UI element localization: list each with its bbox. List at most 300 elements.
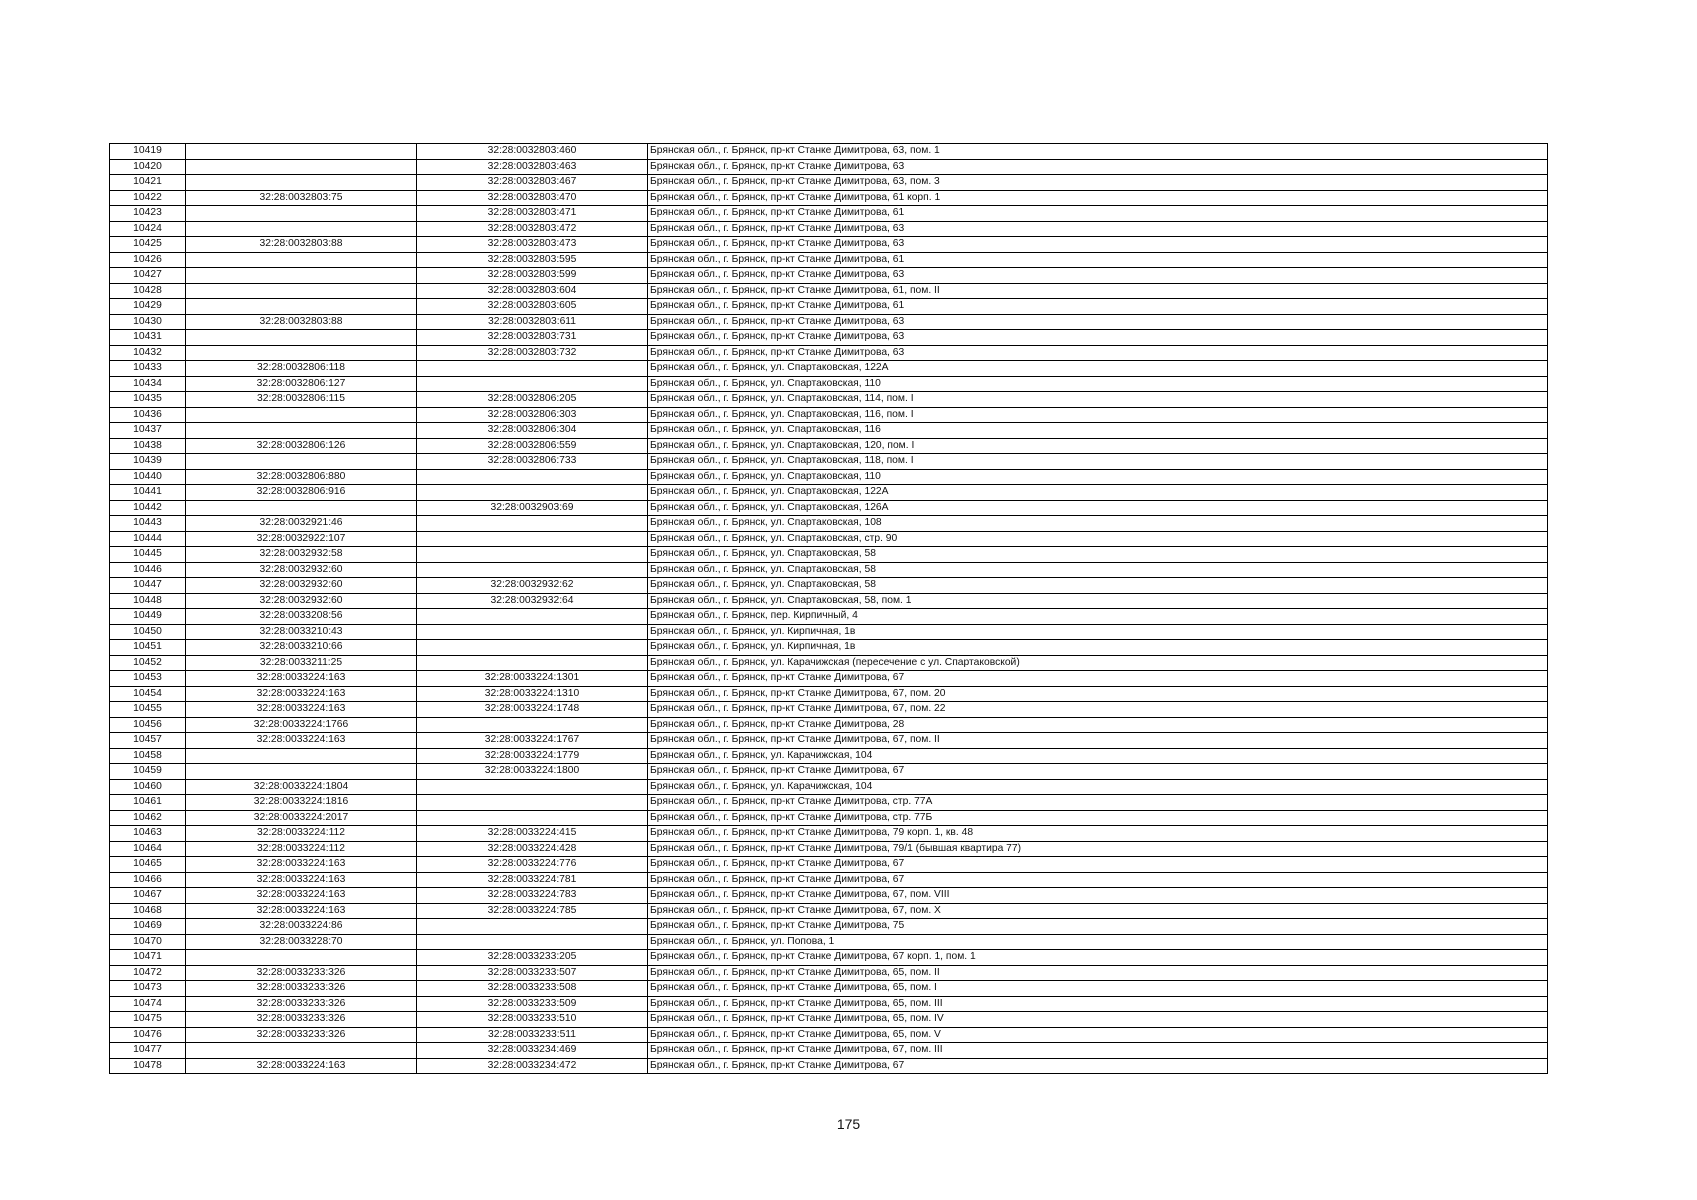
object-cadastral-number-cell: 32:28:0033234:472 [417, 1058, 648, 1074]
parcel-cadastral-number-cell: 32:28:0032921:46 [186, 516, 417, 532]
parcel-cadastral-number-cell [186, 144, 417, 160]
object-cadastral-number-cell: 32:28:0032806:559 [417, 438, 648, 454]
row-number-cell: 10456 [110, 717, 186, 733]
address-cell: Брянская обл., г. Брянск, пр-кт Станке Димитрова, 75 [648, 919, 1548, 935]
address-cell: Брянская обл., г. Брянск, пр-кт Станке Димитрова, 79 корп. 1, кв. 48 [648, 826, 1548, 842]
parcel-cadastral-number-cell: 32:28:0033224:163 [186, 872, 417, 888]
row-number-cell: 10421 [110, 175, 186, 191]
object-cadastral-number-cell: 32:28:0032803:463 [417, 159, 648, 175]
parcel-cadastral-number-cell [186, 764, 417, 780]
object-cadastral-number-cell [417, 919, 648, 935]
table-row [110, 268, 1548, 284]
table-row [110, 392, 1548, 408]
row-number-cell: 10475 [110, 1012, 186, 1028]
parcel-cadastral-number-cell: 32:28:0033233:326 [186, 1012, 417, 1028]
row-number-cell: 10470 [110, 934, 186, 950]
address-cell: Брянская обл., г. Брянск, пр-кт Станке Димитрова, 67 [648, 872, 1548, 888]
address-cell: Брянская обл., г. Брянск, пр-кт Станке Димитрова, стр. 77Б [648, 810, 1548, 826]
row-number-cell: 10465 [110, 857, 186, 873]
table-row [110, 190, 1548, 206]
table-row [110, 423, 1548, 439]
object-cadastral-number-cell: 32:28:0033224:415 [417, 826, 648, 842]
parcel-cadastral-number-cell: 32:28:0033233:326 [186, 996, 417, 1012]
table-row [110, 407, 1548, 423]
address-cell: Брянская обл., г. Брянск, пр-кт Станке Димитрова, 67, пом. VIII [648, 888, 1548, 904]
object-cadastral-number-cell: 32:28:0032806:303 [417, 407, 648, 423]
table-row [110, 934, 1548, 950]
table-row [110, 919, 1548, 935]
address-cell: Брянская обл., г. Брянск, ул. Спартаковская, 110 [648, 469, 1548, 485]
parcel-cadastral-number-cell: 32:28:0032806:880 [186, 469, 417, 485]
parcel-cadastral-number-cell: 32:28:0033224:163 [186, 686, 417, 702]
address-cell: Брянская обл., г. Брянск, пер. Кирпичный, 4 [648, 609, 1548, 625]
address-cell: Брянская обл., г. Брянск, ул. Спартаковская, 126А [648, 500, 1548, 516]
address-cell: Брянская обл., г. Брянск, пр-кт Станке Димитрова, стр. 77А [648, 795, 1548, 811]
object-cadastral-number-cell: 32:28:0033224:776 [417, 857, 648, 873]
row-number-cell: 10429 [110, 299, 186, 315]
object-cadastral-number-cell: 32:28:0032932:62 [417, 578, 648, 594]
address-cell: Брянская обл., г. Брянск, ул. Карачижская, 104 [648, 748, 1548, 764]
row-number-cell: 10444 [110, 531, 186, 547]
row-number-cell: 10435 [110, 392, 186, 408]
address-cell: Брянская обл., г. Брянск, пр-кт Станке Димитрова, 65, пом. I [648, 981, 1548, 997]
address-cell: Брянская обл., г. Брянск, пр-кт Станке Димитрова, 61 [648, 299, 1548, 315]
row-number-cell: 10426 [110, 252, 186, 268]
address-cell: Брянская обл., г. Брянск, пр-кт Станке Димитрова, 67 [648, 857, 1548, 873]
row-number-cell: 10419 [110, 144, 186, 160]
table-row [110, 1043, 1548, 1059]
table-row [110, 206, 1548, 222]
row-number-cell: 10467 [110, 888, 186, 904]
parcel-cadastral-number-cell [186, 330, 417, 346]
object-cadastral-number-cell: 32:28:0033233:507 [417, 965, 648, 981]
parcel-cadastral-number-cell: 32:28:0033233:326 [186, 981, 417, 997]
row-number-cell: 10423 [110, 206, 186, 222]
row-number-cell: 10451 [110, 640, 186, 656]
object-cadastral-number-cell [417, 547, 648, 563]
address-cell: Брянская обл., г. Брянск, пр-кт Станке Димитрова, 67 [648, 764, 1548, 780]
parcel-cadastral-number-cell [186, 252, 417, 268]
address-cell: Брянская обл., г. Брянск, пр-кт Станке Димитрова, 67, пом. III [648, 1043, 1548, 1059]
table-row [110, 965, 1548, 981]
table-row [110, 702, 1548, 718]
parcel-cadastral-number-cell: 32:28:0032806:115 [186, 392, 417, 408]
parcel-cadastral-number-cell: 32:28:0033224:112 [186, 841, 417, 857]
object-cadastral-number-cell [417, 485, 648, 501]
parcel-cadastral-number-cell [186, 221, 417, 237]
parcel-cadastral-number-cell [186, 1043, 417, 1059]
table-row [110, 950, 1548, 966]
table-row [110, 175, 1548, 191]
row-number-cell: 10441 [110, 485, 186, 501]
address-cell: Брянская обл., г. Брянск, пр-кт Станке Димитрова, 63 [648, 268, 1548, 284]
page-number: 175 [836, 1116, 861, 1132]
parcel-cadastral-number-cell [186, 500, 417, 516]
address-cell: Брянская обл., г. Брянск, пр-кт Станке Димитрова, 67, пом. 20 [648, 686, 1548, 702]
address-cell: Брянская обл., г. Брянск, ул. Спартаковская, 120, пом. I [648, 438, 1548, 454]
parcel-cadastral-number-cell [186, 454, 417, 470]
table-row [110, 500, 1548, 516]
object-cadastral-number-cell: 32:28:0032806:304 [417, 423, 648, 439]
row-number-cell: 10443 [110, 516, 186, 532]
parcel-cadastral-number-cell [186, 299, 417, 315]
row-number-cell: 10477 [110, 1043, 186, 1059]
row-number-cell: 10434 [110, 376, 186, 392]
address-cell: Брянская обл., г. Брянск, ул. Спартаковская, 58 [648, 578, 1548, 594]
table-row [110, 159, 1548, 175]
object-cadastral-number-cell [417, 609, 648, 625]
parcel-cadastral-number-cell: 32:28:0033224:1816 [186, 795, 417, 811]
address-cell: Брянская обл., г. Брянск, ул. Спартаковская, 58, пом. 1 [648, 593, 1548, 609]
parcel-cadastral-number-cell: 32:28:0032922:107 [186, 531, 417, 547]
row-number-cell: 10478 [110, 1058, 186, 1074]
address-cell: Брянская обл., г. Брянск, пр-кт Станке Димитрова, 63, пом. 3 [648, 175, 1548, 191]
row-number-cell: 10458 [110, 748, 186, 764]
row-number-cell: 10471 [110, 950, 186, 966]
table-row [110, 438, 1548, 454]
address-cell: Брянская обл., г. Брянск, ул. Спартаковская, 116, пом. I [648, 407, 1548, 423]
address-cell: Брянская обл., г. Брянск, ул. Спартаковская, 114, пом. I [648, 392, 1548, 408]
address-cell: Брянская обл., г. Брянск, пр-кт Станке Димитрова, 79/1 (бывшая квартира 77) [648, 841, 1548, 857]
parcel-cadastral-number-cell: 32:28:0032932:60 [186, 562, 417, 578]
object-cadastral-number-cell [417, 810, 648, 826]
row-number-cell: 10468 [110, 903, 186, 919]
parcel-cadastral-number-cell: 32:28:0033224:163 [186, 702, 417, 718]
table-row [110, 996, 1548, 1012]
table-row [110, 640, 1548, 656]
address-cell: Брянская обл., г. Брянск, пр-кт Станке Димитрова, 67, пом. X [648, 903, 1548, 919]
parcel-cadastral-number-cell [186, 407, 417, 423]
row-number-cell: 10466 [110, 872, 186, 888]
row-number-cell: 10422 [110, 190, 186, 206]
row-number-cell: 10461 [110, 795, 186, 811]
parcel-cadastral-number-cell: 32:28:0033224:163 [186, 903, 417, 919]
parcel-cadastral-number-cell: 32:28:0033224:86 [186, 919, 417, 935]
address-cell: Брянская обл., г. Брянск, ул. Спартаковская, 122А [648, 485, 1548, 501]
property-register-table [109, 143, 1548, 1074]
row-number-cell: 10430 [110, 314, 186, 330]
table-row [110, 686, 1548, 702]
object-cadastral-number-cell: 32:28:0033224:1767 [417, 733, 648, 749]
row-number-cell: 10424 [110, 221, 186, 237]
address-cell: Брянская обл., г. Брянск, ул. Попова, 1 [648, 934, 1548, 950]
row-number-cell: 10459 [110, 764, 186, 780]
address-cell: Брянская обл., г. Брянск, пр-кт Станке Димитрова, 28 [648, 717, 1548, 733]
object-cadastral-number-cell [417, 624, 648, 640]
object-cadastral-number-cell: 32:28:0033224:785 [417, 903, 648, 919]
address-cell: Брянская обл., г. Брянск, ул. Спартаковская, стр. 90 [648, 531, 1548, 547]
table-row [110, 733, 1548, 749]
table-row [110, 283, 1548, 299]
object-cadastral-number-cell: 32:28:0033224:428 [417, 841, 648, 857]
table-row [110, 810, 1548, 826]
address-cell: Брянская обл., г. Брянск, ул. Спартаковская, 118, пом. I [648, 454, 1548, 470]
address-cell: Брянская обл., г. Брянск, ул. Кирпичная, 1в [648, 640, 1548, 656]
parcel-cadastral-number-cell: 32:28:0033211:25 [186, 655, 417, 671]
parcel-cadastral-number-cell: 32:28:0033224:163 [186, 857, 417, 873]
address-cell: Брянская обл., г. Брянск, пр-кт Станке Димитрова, 65, пом. III [648, 996, 1548, 1012]
register-table-body [110, 144, 1548, 1074]
table-row [110, 578, 1548, 594]
table-row [110, 981, 1548, 997]
row-number-cell: 10473 [110, 981, 186, 997]
address-cell: Брянская обл., г. Брянск, пр-кт Станке Димитрова, 63 [648, 330, 1548, 346]
parcel-cadastral-number-cell: 32:28:0032806:118 [186, 361, 417, 377]
row-number-cell: 10427 [110, 268, 186, 284]
parcel-cadastral-number-cell [186, 175, 417, 191]
object-cadastral-number-cell [417, 779, 648, 795]
table-row [110, 1012, 1548, 1028]
row-number-cell: 10432 [110, 345, 186, 361]
object-cadastral-number-cell: 32:28:0032803:473 [417, 237, 648, 253]
parcel-cadastral-number-cell [186, 345, 417, 361]
table-row [110, 1058, 1548, 1074]
table-row [110, 516, 1548, 532]
object-cadastral-number-cell: 32:28:0033233:510 [417, 1012, 648, 1028]
row-number-cell: 10449 [110, 609, 186, 625]
row-number-cell: 10440 [110, 469, 186, 485]
parcel-cadastral-number-cell: 32:28:0033233:326 [186, 1027, 417, 1043]
table-row [110, 330, 1548, 346]
object-cadastral-number-cell: 32:28:0032803:471 [417, 206, 648, 222]
table-row [110, 888, 1548, 904]
parcel-cadastral-number-cell: 32:28:0033224:1766 [186, 717, 417, 733]
object-cadastral-number-cell: 32:28:0033224:783 [417, 888, 648, 904]
object-cadastral-number-cell: 32:28:0032803:470 [417, 190, 648, 206]
table-row [110, 593, 1548, 609]
parcel-cadastral-number-cell: 32:28:0033210:66 [186, 640, 417, 656]
table-row [110, 748, 1548, 764]
table-row [110, 717, 1548, 733]
parcel-cadastral-number-cell: 32:28:0032803:88 [186, 237, 417, 253]
parcel-cadastral-number-cell: 32:28:0033228:70 [186, 934, 417, 950]
row-number-cell: 10454 [110, 686, 186, 702]
parcel-cadastral-number-cell [186, 283, 417, 299]
object-cadastral-number-cell: 32:28:0032803:611 [417, 314, 648, 330]
address-cell: Брянская обл., г. Брянск, пр-кт Станке Димитрова, 67 корп. 1, пом. 1 [648, 950, 1548, 966]
row-number-cell: 10437 [110, 423, 186, 439]
address-cell: Брянская обл., г. Брянск, пр-кт Станке Димитрова, 63 [648, 237, 1548, 253]
table-row [110, 454, 1548, 470]
parcel-cadastral-number-cell: 32:28:0033208:56 [186, 609, 417, 625]
row-number-cell: 10472 [110, 965, 186, 981]
address-cell: Брянская обл., г. Брянск, ул. Карачижская (пересечение с ул. Спартаковской) [648, 655, 1548, 671]
address-cell: Брянская обл., г. Брянск, ул. Спартаковская, 116 [648, 423, 1548, 439]
object-cadastral-number-cell [417, 361, 648, 377]
object-cadastral-number-cell: 32:28:0032803:732 [417, 345, 648, 361]
table-row [110, 609, 1548, 625]
object-cadastral-number-cell: 32:28:0033233:205 [417, 950, 648, 966]
row-number-cell: 10446 [110, 562, 186, 578]
row-number-cell: 10463 [110, 826, 186, 842]
parcel-cadastral-number-cell [186, 206, 417, 222]
object-cadastral-number-cell: 32:28:0032803:467 [417, 175, 648, 191]
table-row [110, 485, 1548, 501]
address-cell: Брянская обл., г. Брянск, пр-кт Станке Димитрова, 61, пом. II [648, 283, 1548, 299]
parcel-cadastral-number-cell: 32:28:0033210:43 [186, 624, 417, 640]
object-cadastral-number-cell: 32:28:0032932:64 [417, 593, 648, 609]
parcel-cadastral-number-cell [186, 268, 417, 284]
parcel-cadastral-number-cell: 32:28:0032932:58 [186, 547, 417, 563]
table-row [110, 237, 1548, 253]
row-number-cell: 10460 [110, 779, 186, 795]
object-cadastral-number-cell [417, 376, 648, 392]
object-cadastral-number-cell [417, 531, 648, 547]
parcel-cadastral-number-cell: 32:28:0032803:88 [186, 314, 417, 330]
table-row [110, 764, 1548, 780]
parcel-cadastral-number-cell: 32:28:0032806:126 [186, 438, 417, 454]
parcel-cadastral-number-cell: 32:28:0032806:127 [186, 376, 417, 392]
parcel-cadastral-number-cell: 32:28:0033224:163 [186, 1058, 417, 1074]
address-cell: Брянская обл., г. Брянск, пр-кт Станке Димитрова, 67 [648, 1058, 1548, 1074]
object-cadastral-number-cell: 32:28:0033233:511 [417, 1027, 648, 1043]
parcel-cadastral-number-cell: 32:28:0033224:1804 [186, 779, 417, 795]
object-cadastral-number-cell [417, 640, 648, 656]
table-row [110, 795, 1548, 811]
address-cell: Брянская обл., г. Брянск, пр-кт Станке Димитрова, 67, пом. II [648, 733, 1548, 749]
table-row [110, 655, 1548, 671]
address-cell: Брянская обл., г. Брянск, пр-кт Станке Димитрова, 65, пом. IV [648, 1012, 1548, 1028]
table-row [110, 857, 1548, 873]
table-row [110, 826, 1548, 842]
parcel-cadastral-number-cell [186, 748, 417, 764]
object-cadastral-number-cell: 32:28:0032803:731 [417, 330, 648, 346]
table-row [110, 376, 1548, 392]
address-cell: Брянская обл., г. Брянск, пр-кт Станке Димитрова, 67, пом. 22 [648, 702, 1548, 718]
address-cell: Брянская обл., г. Брянск, ул. Кирпичная, 1в [648, 624, 1548, 640]
row-number-cell: 10453 [110, 671, 186, 687]
table-row [110, 252, 1548, 268]
address-cell: Брянская обл., г. Брянск, ул. Карачижская, 104 [648, 779, 1548, 795]
object-cadastral-number-cell [417, 934, 648, 950]
object-cadastral-number-cell: 32:28:0032806:733 [417, 454, 648, 470]
parcel-cadastral-number-cell: 32:28:0033224:163 [186, 888, 417, 904]
table-row [110, 779, 1548, 795]
row-number-cell: 10452 [110, 655, 186, 671]
row-number-cell: 10455 [110, 702, 186, 718]
object-cadastral-number-cell: 32:28:0033224:781 [417, 872, 648, 888]
row-number-cell: 10436 [110, 407, 186, 423]
object-cadastral-number-cell: 32:28:0033224:1779 [417, 748, 648, 764]
address-cell: Брянская обл., г. Брянск, пр-кт Станке Димитрова, 63 [648, 159, 1548, 175]
row-number-cell: 10448 [110, 593, 186, 609]
object-cadastral-number-cell: 32:28:0033233:509 [417, 996, 648, 1012]
object-cadastral-number-cell [417, 562, 648, 578]
address-cell: Брянская обл., г. Брянск, пр-кт Станке Димитрова, 67 [648, 671, 1548, 687]
address-cell: Брянская обл., г. Брянск, ул. Спартаковская, 110 [648, 376, 1548, 392]
object-cadastral-number-cell: 32:28:0032803:604 [417, 283, 648, 299]
address-cell: Брянская обл., г. Брянск, пр-кт Станке Димитрова, 61 корп. 1 [648, 190, 1548, 206]
parcel-cadastral-number-cell: 32:28:0033224:2017 [186, 810, 417, 826]
parcel-cadastral-number-cell: 32:28:0033224:163 [186, 733, 417, 749]
table-row [110, 345, 1548, 361]
row-number-cell: 10428 [110, 283, 186, 299]
row-number-cell: 10442 [110, 500, 186, 516]
address-cell: Брянская обл., г. Брянск, ул. Спартаковская, 108 [648, 516, 1548, 532]
parcel-cadastral-number-cell: 32:28:0033233:326 [186, 965, 417, 981]
address-cell: Брянская обл., г. Брянск, пр-кт Станке Димитрова, 61 [648, 206, 1548, 222]
address-cell: Брянская обл., г. Брянск, пр-кт Станке Димитрова, 65, пом. II [648, 965, 1548, 981]
table-row [110, 299, 1548, 315]
parcel-cadastral-number-cell: 32:28:0032932:60 [186, 593, 417, 609]
table-row [110, 221, 1548, 237]
object-cadastral-number-cell: 32:28:0033233:508 [417, 981, 648, 997]
object-cadastral-number-cell [417, 516, 648, 532]
parcel-cadastral-number-cell: 32:28:0033224:163 [186, 671, 417, 687]
object-cadastral-number-cell: 32:28:0033224:1301 [417, 671, 648, 687]
address-cell: Брянская обл., г. Брянск, ул. Спартаковская, 58 [648, 547, 1548, 563]
address-cell: Брянская обл., г. Брянск, пр-кт Станке Димитрова, 63, пом. 1 [648, 144, 1548, 160]
object-cadastral-number-cell: 32:28:0032803:605 [417, 299, 648, 315]
object-cadastral-number-cell: 32:28:0032803:472 [417, 221, 648, 237]
parcel-cadastral-number-cell: 32:28:0032803:75 [186, 190, 417, 206]
table-row [110, 562, 1548, 578]
address-cell: Брянская обл., г. Брянск, ул. Спартаковская, 122А [648, 361, 1548, 377]
table-row [110, 872, 1548, 888]
object-cadastral-number-cell [417, 655, 648, 671]
address-cell: Брянская обл., г. Брянск, пр-кт Станке Димитрова, 65, пом. V [648, 1027, 1548, 1043]
table-row [110, 841, 1548, 857]
row-number-cell: 10464 [110, 841, 186, 857]
object-cadastral-number-cell: 32:28:0033224:1310 [417, 686, 648, 702]
object-cadastral-number-cell: 32:28:0032806:205 [417, 392, 648, 408]
parcel-cadastral-number-cell [186, 159, 417, 175]
row-number-cell: 10457 [110, 733, 186, 749]
table-row [110, 531, 1548, 547]
table-row [110, 624, 1548, 640]
object-cadastral-number-cell: 32:28:0032903:69 [417, 500, 648, 516]
row-number-cell: 10439 [110, 454, 186, 470]
parcel-cadastral-number-cell [186, 950, 417, 966]
row-number-cell: 10476 [110, 1027, 186, 1043]
parcel-cadastral-number-cell: 32:28:0032806:916 [186, 485, 417, 501]
row-number-cell: 10438 [110, 438, 186, 454]
object-cadastral-number-cell: 32:28:0032803:595 [417, 252, 648, 268]
table-row [110, 547, 1548, 563]
table-row [110, 671, 1548, 687]
table-row [110, 1027, 1548, 1043]
row-number-cell: 10431 [110, 330, 186, 346]
table-row [110, 361, 1548, 377]
address-cell: Брянская обл., г. Брянск, ул. Спартаковская, 58 [648, 562, 1548, 578]
object-cadastral-number-cell [417, 717, 648, 733]
object-cadastral-number-cell: 32:28:0033224:1748 [417, 702, 648, 718]
address-cell: Брянская обл., г. Брянск, пр-кт Станке Димитрова, 63 [648, 221, 1548, 237]
row-number-cell: 10469 [110, 919, 186, 935]
row-number-cell: 10445 [110, 547, 186, 563]
table-row [110, 314, 1548, 330]
parcel-cadastral-number-cell: 32:28:0032932:60 [186, 578, 417, 594]
table-row [110, 903, 1548, 919]
address-cell: Брянская обл., г. Брянск, пр-кт Станке Димитрова, 63 [648, 345, 1548, 361]
table-row [110, 469, 1548, 485]
row-number-cell: 10420 [110, 159, 186, 175]
parcel-cadastral-number-cell [186, 423, 417, 439]
row-number-cell: 10474 [110, 996, 186, 1012]
object-cadastral-number-cell [417, 795, 648, 811]
row-number-cell: 10447 [110, 578, 186, 594]
object-cadastral-number-cell [417, 469, 648, 485]
parcel-cadastral-number-cell: 32:28:0033224:112 [186, 826, 417, 842]
row-number-cell: 10450 [110, 624, 186, 640]
object-cadastral-number-cell: 32:28:0032803:599 [417, 268, 648, 284]
object-cadastral-number-cell: 32:28:0032803:460 [417, 144, 648, 160]
row-number-cell: 10433 [110, 361, 186, 377]
address-cell: Брянская обл., г. Брянск, пр-кт Станке Димитрова, 61 [648, 252, 1548, 268]
object-cadastral-number-cell: 32:28:0033224:1800 [417, 764, 648, 780]
table-row [110, 144, 1548, 160]
row-number-cell: 10462 [110, 810, 186, 826]
